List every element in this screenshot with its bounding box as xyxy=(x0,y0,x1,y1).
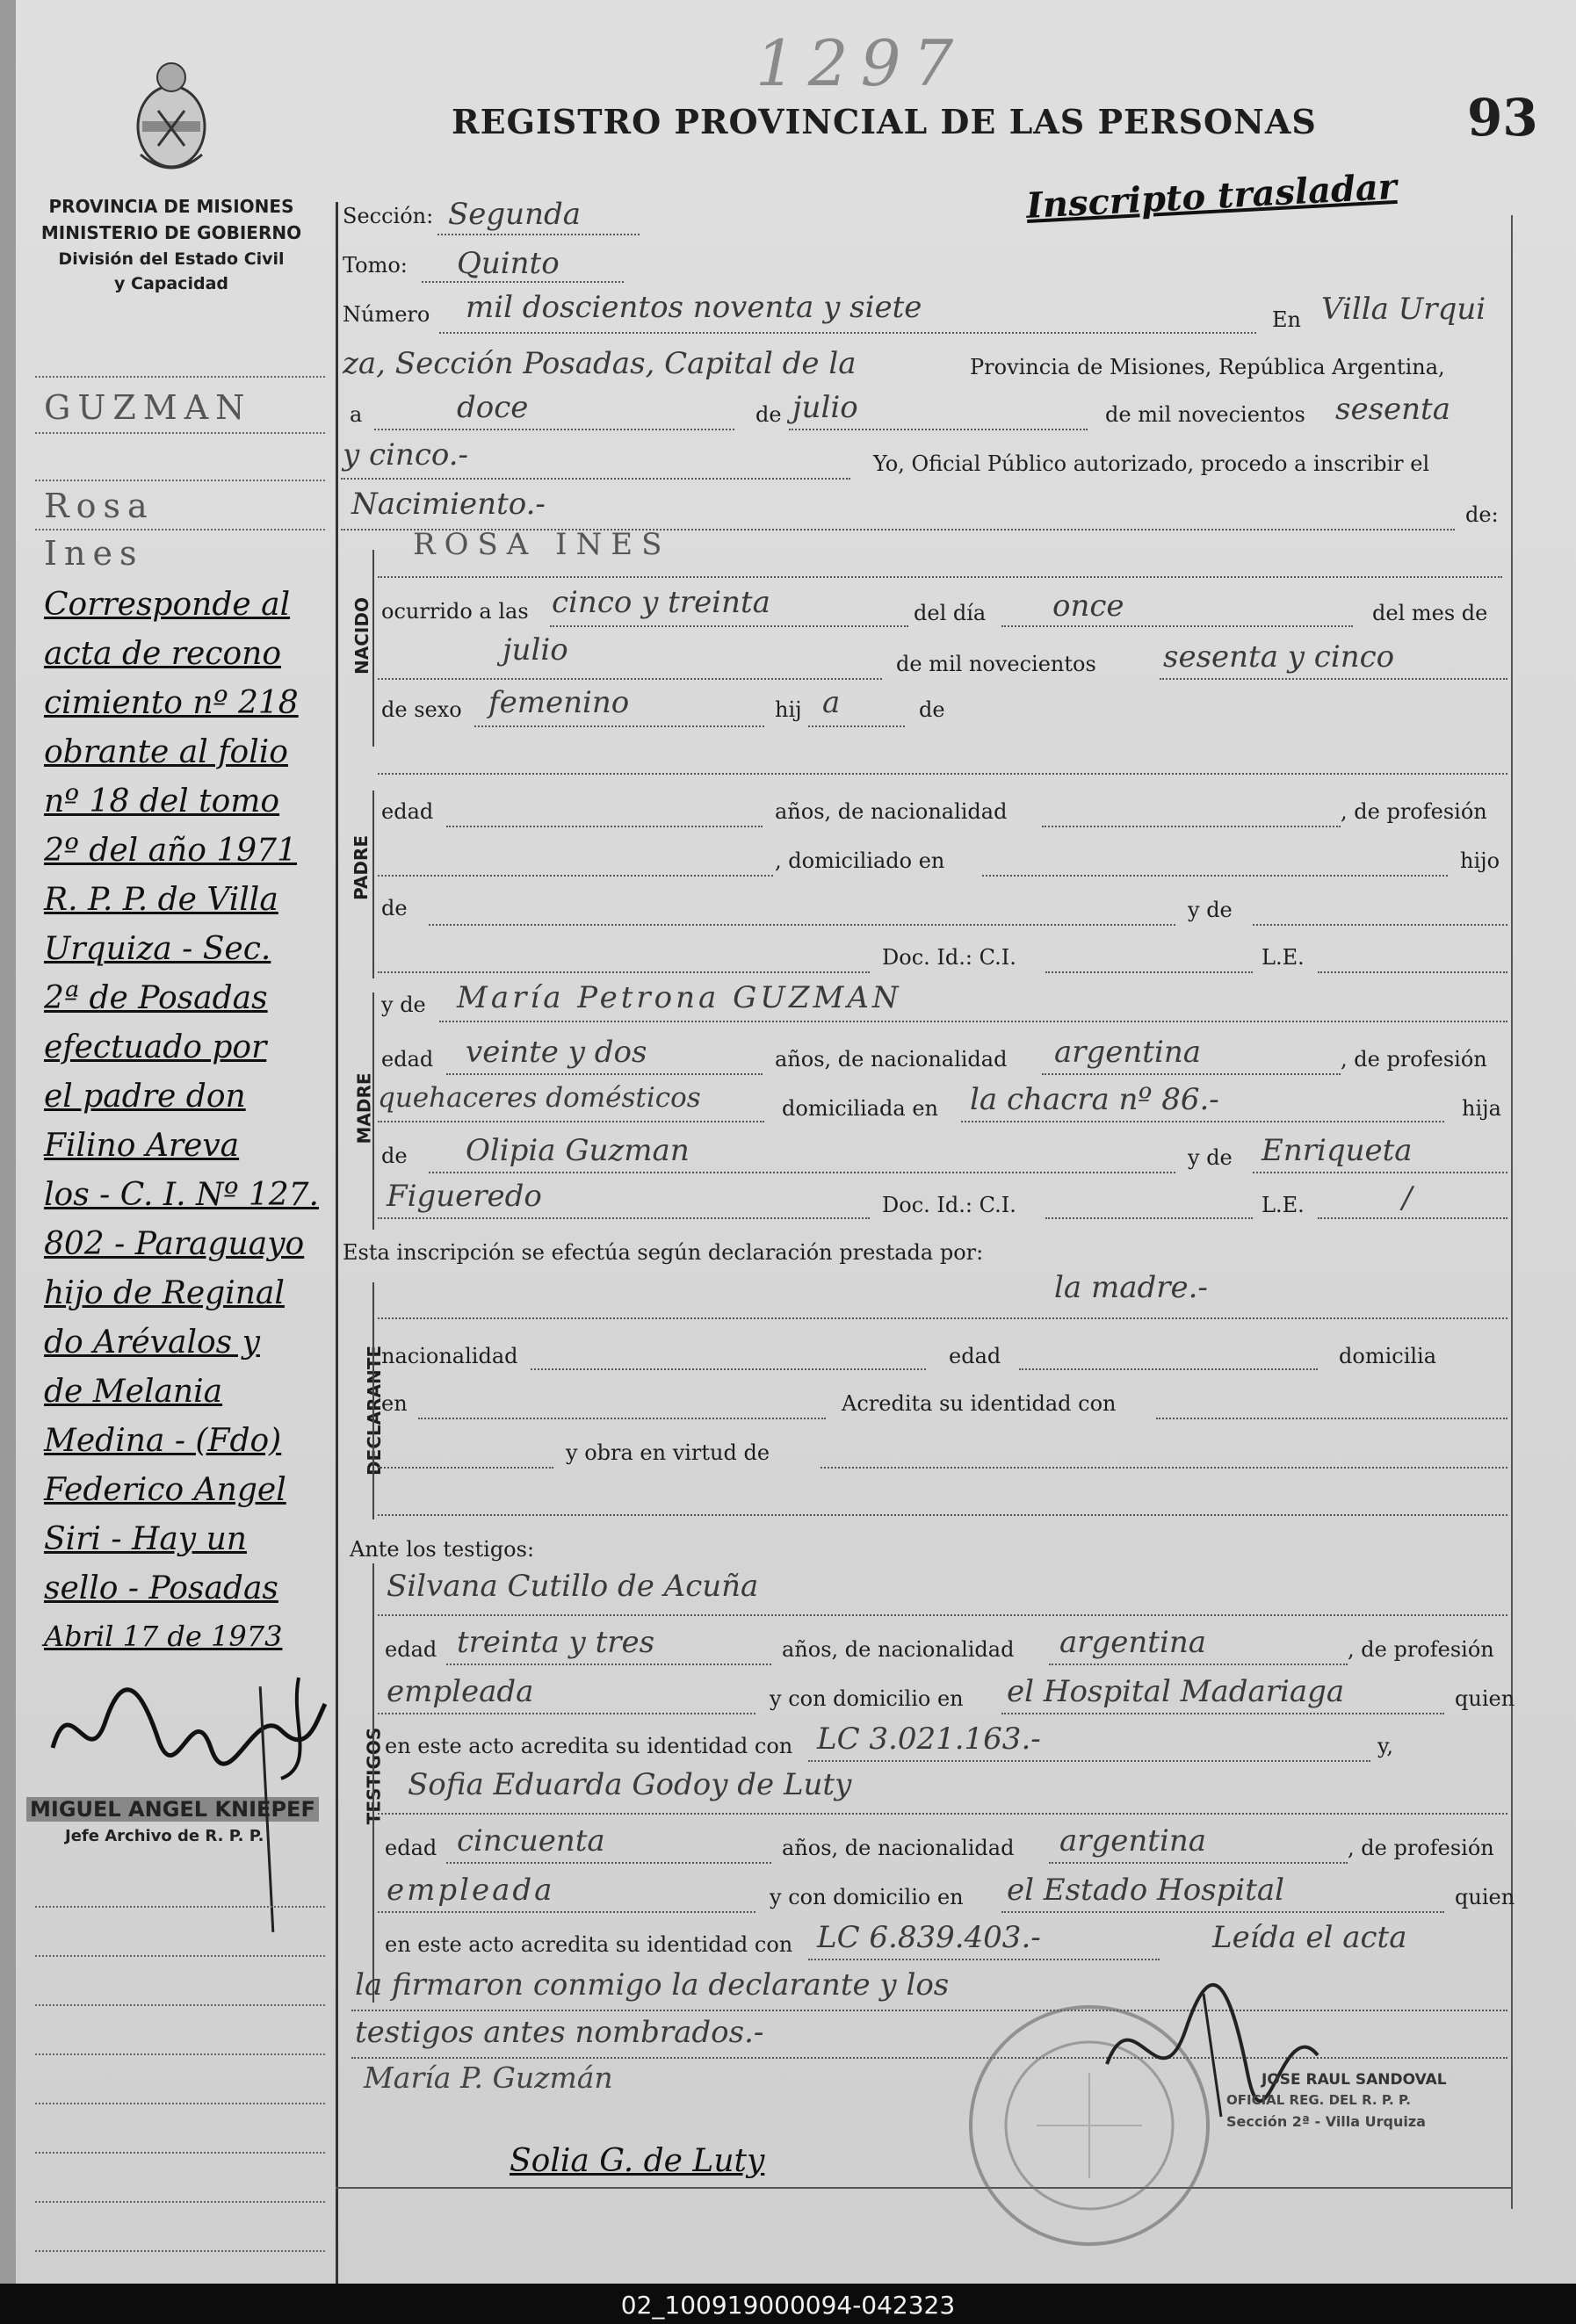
birth-day-line xyxy=(1001,625,1353,627)
margin-rule xyxy=(35,2152,325,2154)
declarante-extra-line xyxy=(378,1514,1507,1516)
declarante-section-line xyxy=(372,1282,374,1519)
margin-note-line: Urquiza - Sec. xyxy=(44,931,271,967)
newborn-name-line xyxy=(378,576,1502,578)
hij-value: a xyxy=(822,685,841,720)
madre-le-line xyxy=(1318,1217,1507,1219)
tomo-line xyxy=(422,281,624,283)
witness-2-name: Sofia Eduarda Godoy de Luty xyxy=(408,1767,852,1802)
birth-mil-label: de mil novecientos xyxy=(896,652,1096,676)
witness-2-nacionalidad-line xyxy=(1049,1862,1348,1864)
witness-1-profesion-line xyxy=(378,1713,755,1714)
nacido-de-label: de xyxy=(919,697,945,722)
witness-2-domicilio-value: el Estado Hospital xyxy=(1007,1873,1285,1908)
closing-line-1: Leída el acta xyxy=(1212,1920,1407,1955)
margin-note-line: Federico Angel xyxy=(44,1472,286,1508)
padre-section-line xyxy=(372,790,374,978)
birth-hour-value: cinco y treinta xyxy=(552,585,770,620)
declarante-acredita-line xyxy=(1156,1418,1507,1419)
numero-value: mil doscientos noventa y siete xyxy=(466,290,922,325)
de-colon-label: de: xyxy=(1465,502,1499,527)
margin-stamp-title: Jefe Archivo de R. P. P. xyxy=(65,1827,264,1845)
bottom-frame-line xyxy=(336,2187,1511,2189)
margin-surname: GUZMAN xyxy=(44,388,252,427)
month-line xyxy=(789,429,1088,430)
padre-hijo-label: hijo xyxy=(1460,848,1500,873)
margin-rule xyxy=(35,480,325,481)
margin-note-line: Medina - (Fdo) xyxy=(44,1423,282,1459)
madre-padre-line xyxy=(429,1172,1175,1173)
birth-year-value: sesenta y cinco xyxy=(1163,639,1395,675)
birth-day-value: once xyxy=(1052,588,1124,624)
madre-name-value: María Petrona GUZMAN xyxy=(457,980,902,1015)
margin-note-line: R. P. P. de Villa xyxy=(44,882,278,918)
hij-line xyxy=(808,725,905,727)
margin-note-line: Corresponde al xyxy=(44,587,291,623)
madre-edad-label: edad xyxy=(381,1047,434,1072)
padre-edad-label: edad xyxy=(381,799,434,824)
witness-1-nacionalidad-line xyxy=(1049,1664,1348,1665)
margin-note-line: Siri - Hay un xyxy=(44,1521,247,1557)
margin-note-line: los - C. I. Nº 127. xyxy=(44,1177,319,1213)
page-number: 93 xyxy=(1467,88,1538,148)
newborn-name-value: ROSA INES xyxy=(413,527,671,562)
madre-name-line xyxy=(439,1021,1507,1022)
margin-note-line: cimiento nº 218 xyxy=(44,685,299,721)
madre-doc-label: Doc. Id.: C.I. xyxy=(882,1193,1016,1217)
del-mes-label: del mes de xyxy=(1372,601,1488,625)
closing-line-2: la firmaron conmigo la declarante y los xyxy=(355,1967,950,2003)
padre-doc-label: Doc. Id.: C.I. xyxy=(882,945,1016,970)
padre-profesion-line xyxy=(378,875,773,877)
witness-2-profesion-label: , de profesión xyxy=(1348,1836,1494,1860)
margin-note-line: hijo de Reginal xyxy=(44,1275,285,1311)
testigos-intro: Ante los testigos: xyxy=(350,1537,535,1562)
margin-note-line: acta de recono xyxy=(44,636,281,672)
witness-1-doc-line xyxy=(808,1760,1370,1762)
witness-1-profesion-label: , de profesión xyxy=(1348,1637,1494,1662)
birth-month-value: julio xyxy=(502,632,568,668)
madre-ci-line xyxy=(1045,1217,1253,1219)
margin-stamp-name: MIGUEL ANGEL KNIEPEF xyxy=(26,1797,319,1822)
year-line xyxy=(341,478,850,480)
witness-2-edad-line xyxy=(446,1862,771,1864)
birth-month-line xyxy=(378,678,882,680)
seccion-label: Sección: xyxy=(343,204,434,228)
page-title: REGISTRO PROVINCIAL DE LAS PERSONAS xyxy=(452,102,1317,141)
seccion-line xyxy=(437,234,640,235)
seccion-value: Segunda xyxy=(448,197,582,232)
sexo-label: de sexo xyxy=(381,697,462,722)
margin-note-line: sello - Posadas xyxy=(44,1570,278,1606)
witness-1-nacionalidad-value: argentina xyxy=(1059,1625,1207,1660)
hour-line xyxy=(550,625,908,627)
coat-of-arms-icon xyxy=(123,58,220,181)
margin-note-line: de Melania xyxy=(44,1374,223,1410)
witness-1-acredita-label: en este acto acredita su identidad con xyxy=(385,1734,793,1758)
padre-domiciliado-label: , domiciliado en xyxy=(775,848,945,873)
declarante-obra-line xyxy=(821,1467,1507,1469)
witness-2-domicilio-line xyxy=(1001,1911,1444,1913)
province-block xyxy=(26,193,316,295)
oficial-text: Yo, Oficial Público autorizado, procedo a inscribir el xyxy=(873,451,1430,476)
madre-y-de-label: y de xyxy=(381,992,426,1017)
madre-madre-value-2: Figueredo xyxy=(387,1179,542,1214)
numero-label: Número xyxy=(343,302,430,327)
margin-second-name: Ines xyxy=(44,534,144,573)
margin-signature-icon xyxy=(35,1669,334,1783)
place-value: za, Sección Posadas, Capital de la xyxy=(343,346,857,381)
madre-de-label: de xyxy=(381,1144,408,1168)
witness-2-doc-value: LC 6.839.403.- xyxy=(817,1920,1041,1955)
ocurrido-label: ocurrido a las xyxy=(381,599,529,624)
madre-edad-value: veinte y dos xyxy=(466,1035,647,1070)
padre-le-label: L.E. xyxy=(1262,945,1305,970)
scan-footer xyxy=(0,2284,1576,2324)
margin-note-line: efectuado por xyxy=(44,1029,267,1065)
declarante-domicilia-label: domicilia xyxy=(1339,1344,1437,1368)
province-name: PROVINCIA DE MISIONES xyxy=(48,196,294,217)
declarante-doc-line xyxy=(378,1467,553,1469)
madre-profesion-label: , de profesión xyxy=(1341,1047,1487,1072)
declarante-acredita-label: Acredita su identidad con xyxy=(842,1391,1117,1416)
padre-padre-line xyxy=(429,924,1175,926)
madre-hija-label: hija xyxy=(1462,1096,1501,1121)
margin-note-line: el padre don xyxy=(44,1079,246,1115)
nacido-section-line xyxy=(372,550,374,747)
declarante-obra-label: y obra en virtud de xyxy=(566,1440,770,1465)
madre-doc-line xyxy=(378,1217,870,1219)
witness-1-name: Silvana Cutillo de Acuña xyxy=(387,1569,759,1604)
padre-ci-line xyxy=(1045,971,1253,973)
official-stamp-section: Sección 2ª - Villa Urquiza xyxy=(1226,2113,1426,2130)
witness-1-edad-value: treinta y tres xyxy=(457,1625,655,1660)
madre-domiciliada-label: domiciliada en xyxy=(782,1096,938,1121)
a-label: a xyxy=(350,402,363,427)
declarante-en-label: en xyxy=(381,1391,408,1416)
nacido-section-label: NACIDO xyxy=(351,597,372,675)
witness-2-profesion-value: empleada xyxy=(387,1873,555,1908)
madre-nacionalidad-value: argentina xyxy=(1054,1035,1202,1070)
en-label: En xyxy=(1272,307,1301,332)
witness-1-domicilio-label: y con domicilio en xyxy=(770,1686,964,1711)
testigos-section-label: TESTIGOS xyxy=(363,1727,385,1825)
official-stamp-name: JOSE RAUL SANDOVAL xyxy=(1262,2071,1447,2089)
margin-rule xyxy=(35,2004,325,2006)
padre-de-label: de xyxy=(381,896,408,920)
witness-2-quien-label: quien xyxy=(1455,1885,1515,1909)
margin-rule xyxy=(35,2201,325,2203)
declarante-intro: Esta inscripción se efectúa según declaración prestada por: xyxy=(343,1240,984,1265)
margin-note-line: 2º del año 1971 xyxy=(44,833,297,869)
witness-2-anos-label: años, de nacionalidad xyxy=(782,1836,1015,1860)
right-frame-line xyxy=(1511,215,1513,2209)
margin-rule xyxy=(35,2103,325,2104)
scan-file-id: 02_100919000094-042323 xyxy=(620,2291,956,2320)
madre-profesion-line xyxy=(378,1121,764,1122)
closing-line-3: testigos antes nombrados.- xyxy=(355,2015,764,2050)
margin-rule xyxy=(35,1906,325,1908)
witness-2-name-line xyxy=(378,1813,1507,1815)
padre-nacionalidad-line xyxy=(1042,826,1341,827)
margin-note-line: nº 18 del tomo xyxy=(44,783,280,819)
ministry-name: MINISTERIO DE GOBIERNO xyxy=(40,222,302,243)
signature-mother: María P. Guzmán xyxy=(364,2061,613,2095)
madre-nacionalidad-line xyxy=(1042,1073,1341,1075)
inscription-year-value-1: sesenta xyxy=(1335,392,1450,427)
de-label: de xyxy=(755,402,782,427)
padre-y-de-label: y de xyxy=(1188,898,1233,922)
declarante-value: la madre.- xyxy=(1054,1270,1208,1305)
division-name-2: y Capacidad xyxy=(114,274,228,293)
closing-line-3-rule xyxy=(351,2057,1507,2059)
witness-2-edad-label: edad xyxy=(385,1836,437,1860)
padre-madre-line xyxy=(1253,924,1507,926)
margin-rule xyxy=(35,2250,325,2252)
madre-le-label: L.E. xyxy=(1262,1193,1305,1217)
division-name: División del Estado Civil xyxy=(58,249,285,269)
padre-profesion-label: , de profesión xyxy=(1341,799,1487,824)
inscription-year-value-2: y cinco.- xyxy=(343,437,469,473)
margin-note-line: Abril 17 de 1973 xyxy=(44,1620,283,1653)
witness-1-edad-label: edad xyxy=(385,1637,437,1662)
witness-1-name-line xyxy=(378,1614,1507,1616)
signature-witness: Solia G. de Luty xyxy=(510,2143,765,2179)
margin-note-line: 2ª de Posadas xyxy=(44,980,268,1016)
padre-top-line xyxy=(378,773,1507,775)
witness-1-domicilio-line xyxy=(1001,1713,1444,1714)
witness-1-doc-value: LC 3.021.163.- xyxy=(817,1721,1041,1757)
closing-line-2-rule xyxy=(351,2010,1507,2011)
padre-edad-line xyxy=(446,826,763,827)
sexo-line xyxy=(474,725,764,727)
witness-2-edad-value: cincuenta xyxy=(457,1823,605,1858)
margin-divider-line xyxy=(336,202,338,2284)
margin-rule xyxy=(35,1955,325,1957)
witness-2-nacionalidad-value: argentina xyxy=(1059,1823,1207,1858)
tomo-value: Quinto xyxy=(457,246,560,281)
witness-2-domicilio-label: y con domicilio en xyxy=(770,1885,964,1909)
witness-2-acredita-label: en este acto acredita su identidad con xyxy=(385,1932,793,1957)
madre-madre-value-1: Enriqueta xyxy=(1262,1133,1413,1168)
padre-anos-label: años, de nacionalidad xyxy=(775,799,1008,824)
madre-madre-line xyxy=(1253,1172,1507,1173)
madre-edad-line xyxy=(446,1073,763,1075)
padre-doc-line xyxy=(378,971,870,973)
declarante-nacionalidad-line xyxy=(531,1368,926,1370)
del-dia-label: del día xyxy=(914,601,987,625)
padre-le-line xyxy=(1318,971,1507,973)
margin-first-name: Rosa xyxy=(44,487,155,525)
margin-note-line: obrante al folio xyxy=(44,734,288,770)
transfer-stamp: Inscripto trasladar xyxy=(1025,165,1399,227)
witness-1-quien-label: quien xyxy=(1455,1686,1515,1711)
en-value: Villa Urqui xyxy=(1321,292,1486,327)
witness-2-profesion-line xyxy=(378,1911,755,1913)
declarante-domicilio-line xyxy=(418,1418,826,1419)
margin-rule xyxy=(35,2053,325,2055)
declarante-section-label: DECLARANTE xyxy=(364,1345,386,1476)
margin-note-line: 802 - Paraguayo xyxy=(44,1226,305,1262)
declarante-edad-line xyxy=(1019,1368,1318,1370)
madre-le-value: / xyxy=(1402,1180,1413,1216)
padre-domicilio-line xyxy=(982,875,1448,877)
numero-line xyxy=(439,332,1256,334)
sexo-value: femenino xyxy=(488,685,630,720)
witness-2-doc-line xyxy=(808,1959,1160,1960)
margin-rule xyxy=(35,432,325,434)
declarante-name-line xyxy=(378,1317,1507,1319)
witness-1-domicilio-value: el Hospital Madariaga xyxy=(1007,1674,1345,1709)
declarante-edad-label: edad xyxy=(949,1344,1001,1368)
birth-year-line xyxy=(1160,678,1507,680)
madre-section-label: MADRE xyxy=(353,1072,375,1144)
witness-1-profesion-value: empleada xyxy=(387,1674,534,1709)
declarante-nacionalidad-label: nacionalidad xyxy=(381,1344,518,1368)
inscription-month-value: julio xyxy=(792,390,858,425)
madre-domicilio-value: la chacra nº 86.- xyxy=(970,1082,1219,1117)
madre-profesion-value: quehaceres domésticos xyxy=(378,1082,701,1114)
madre-domicilio-line xyxy=(961,1121,1444,1122)
padre-section-label: PADRE xyxy=(350,835,372,900)
act-number-handwritten: 1297 xyxy=(755,26,966,100)
act-type-value: Nacimiento.- xyxy=(351,487,546,522)
madre-y-de-label-2: y de xyxy=(1188,1145,1233,1170)
madre-section-line xyxy=(372,992,374,1230)
province-text: Provincia de Misiones, República Argentina, xyxy=(970,355,1445,379)
margin-rule xyxy=(35,376,325,378)
mil-label: de mil novecientos xyxy=(1105,402,1305,427)
official-stamp-title: OFICIAL REG. DEL R. P. P. xyxy=(1226,2092,1411,2108)
madre-anos-label: años, de nacionalidad xyxy=(775,1047,1008,1072)
tomo-label: Tomo: xyxy=(343,253,408,278)
witness-1-y-label: y, xyxy=(1377,1734,1393,1758)
inscription-day-value: doce xyxy=(457,390,529,425)
margin-note-line: do Arévalos y xyxy=(44,1324,260,1360)
margin-note-line: Filino Areva xyxy=(44,1128,240,1164)
testigos-section-line xyxy=(372,1563,374,2003)
margin-rule xyxy=(35,529,325,530)
page-binding-edge xyxy=(0,0,16,2284)
witness-1-anos-label: años, de nacionalidad xyxy=(782,1637,1015,1662)
madre-padre-value: Olipia Guzman xyxy=(466,1133,690,1168)
witness-1-edad-line xyxy=(446,1664,771,1665)
hij-label: hij xyxy=(775,697,802,722)
day-line xyxy=(374,429,734,430)
